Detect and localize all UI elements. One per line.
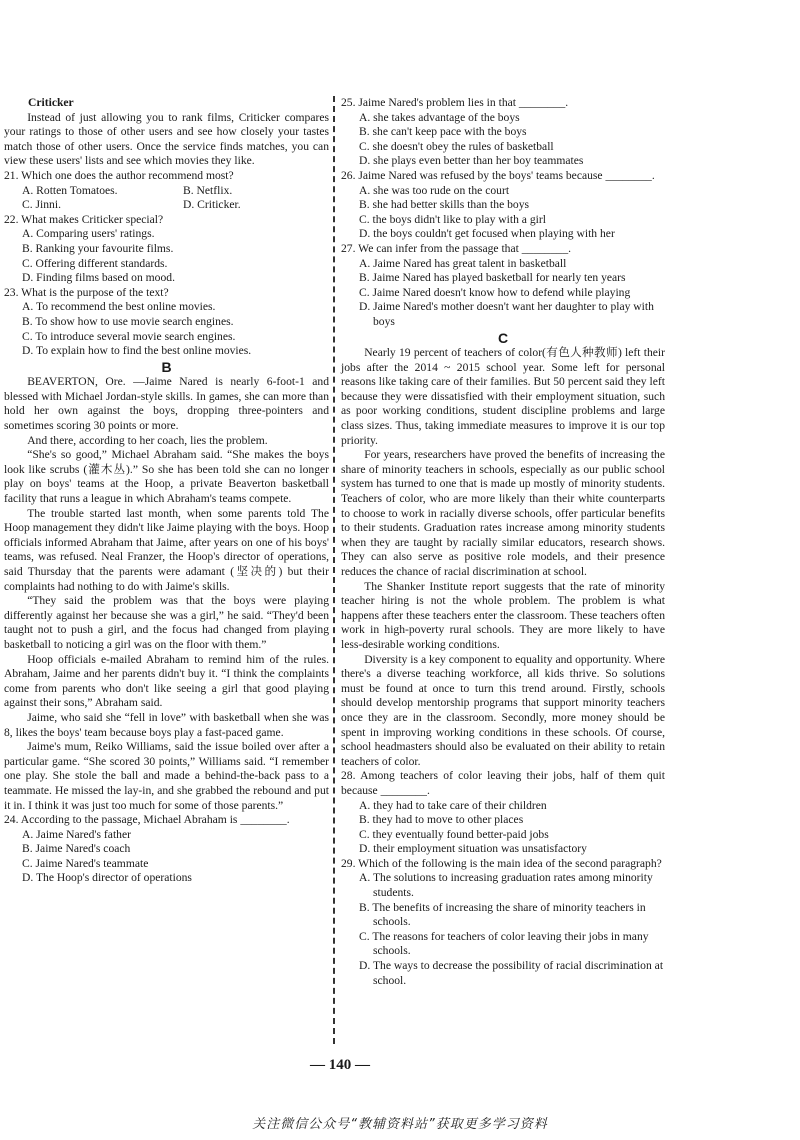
- q23-option-c: C. To introduce several movie search engines.: [22, 329, 236, 343]
- passage-b-paragraph: “She's so good,” Michael Abraham said. “She makes the boys look like scrubs (灌木丛).” So she has been told she can no longer play on boys' teams at the Hoop, a private Beaverton basketball facility that runs a league in which Abraham's teams compete.: [4, 448, 329, 506]
- q29-option-c: C. The reasons for teachers of color leaving their jobs in many schools.: [359, 929, 649, 958]
- passage-b-paragraph: Jaime, who said she “fell in love” with basketball when she was 8, likes the boys' team because boys play a fast-paced game.: [4, 710, 329, 739]
- q21-option-b: B. Netflix.: [183, 183, 233, 197]
- q29-option-a: A. The solutions to increasing graduation rates among minority students.: [359, 871, 653, 900]
- q28-option-a: A. they had to take care of their children: [359, 798, 547, 812]
- q27-option-c: C. Jaime Nared doesn't know how to defend while playing: [359, 285, 631, 299]
- passage-c-paragraph: For years, researchers have proved the benefits of increasing the share of minority teachers in schools, especially as our public school system has turned to one that is made up mostly of minority students. Teachers of color, who are more likely than their white counterparts to choose to work in racially diverse schools, offer particular benefits to their students. Graduation rates increase among minority students when they are taught by racially similar educators, research shows. They can also serve as positive role models, and their presence reduces the chance of racial discrimination at school.: [341, 448, 665, 578]
- passage-c-paragraph: Nearly 19 percent of teachers of color(有色人种教师) left their jobs after the 2014 ~ 2015 school year. Some left for personal reasons like taking care of their families. But 50 percent said they left because they were dissatisfied with their employment situation, such as poor working conditions, student discipline problems and large class sizes. Thus, taking immediate measures to improve it is our top priority.: [341, 346, 665, 447]
- q22-option-d: D. Finding films based on mood.: [22, 271, 175, 285]
- question-21: 21. Which one does the author recommend most?: [4, 168, 234, 182]
- question-28: 28. Among teachers of color leaving their jobs, half of them quit because ________.: [341, 769, 665, 797]
- q23-option-a: A. To recommend the best online movies.: [22, 300, 216, 314]
- passage-b-paragraph: “They said the problem was that the boys were playing differently against her because she was a girl,” he said. “They'd been taught not to push a girl, and the focus had changed from playing basketball to noticing a girl was on the floor with them.”: [4, 594, 329, 651]
- section-c-heading: C: [497, 329, 509, 346]
- q24-option-a: A. Jaime Nared's father: [22, 827, 131, 841]
- passage-c-paragraph: The Shanker Institute report suggests that the rate of minority teacher hiring is not the whole problem. The problem is what happens after these teachers enter the classroom. These teachers often work in high-poverty rural schools. They are more likely to have less-desirable working conditions.: [341, 579, 665, 651]
- q26-option-b: B. she had better skills than the boys: [359, 198, 530, 212]
- q29-option-d: D. The ways to decrease the possibility of racial discrimination at school.: [359, 959, 664, 987]
- question-29: 29. Which of the following is the main idea of the second paragraph?: [341, 856, 662, 870]
- q27-option-d: D. Jaime Nared's mother doesn't want her daughter to play with boys: [359, 300, 654, 328]
- question-22: 22. What makes Criticker special?: [4, 212, 164, 226]
- footer-watermark-text: 关注微信公众号“教辅资料站”获取更多学习资料: [252, 1117, 548, 1132]
- q27-option-b: B. Jaime Nared has played basketball for nearly ten years: [359, 271, 626, 285]
- q29-option-b: B. The benefits of increasing the share of minority teachers in schools.: [359, 900, 646, 929]
- passage-b-paragraph: And there, according to her coach, lies the problem.: [27, 433, 268, 447]
- q21-options-row1: [4, 184, 329, 199]
- q23-option-b: B. To show how to use movie search engines.: [22, 314, 234, 328]
- q21-options-row2: [4, 198, 329, 213]
- passage-b-paragraph: Jaime's mum, Reiko Williams, said the issue boiled over after a particular game. “She scored 30 points,” Williams said. “I remember one play. She stole the ball and made a behind-the-back pass to a teammate. He missed the lay-in, and she grabbed the rebound and put it in. I think it was just too much for some of those parents.”: [4, 740, 329, 812]
- column-divider: [333, 96, 335, 1044]
- q21-option-c: C. Jinni.: [22, 198, 61, 212]
- right-column: [341, 96, 665, 988]
- passage-b-paragraph: BEAVERTON, Ore. —Jaime Nared is nearly 6-foot-1 and blessed with Michael Jordan-style skills. In games, she can more than hold her own against the boys, dropping three-pointers and sometimes scoring 30 points or more.: [4, 375, 329, 433]
- page-number: — 140 —: [310, 1057, 370, 1073]
- q21-option-a: A. Rotten Tomatoes.: [22, 183, 118, 197]
- q26-option-c: C. the boys didn't like to play with a girl: [359, 212, 546, 226]
- passage-b-paragraph: The trouble started last month, when some parents told The Hoop management they didn't like Jaime playing with the boys. Hoop officials informed Abraham that Jaime, after years on one of his boys' teams, was refused. Neal Franzer, the Hoop's director of operations, said Thursday that the parents were adamant (坚决的) but their complaints had nothing to do with Jaime's skills.: [4, 506, 329, 593]
- q26-option-d: D. the boys couldn't get focused when playing with her: [359, 227, 615, 241]
- q27-option-a: A. Jaime Nared has great talent in basketball: [359, 256, 567, 270]
- q28-option-c: C. they eventually found better-paid jobs: [359, 827, 549, 841]
- section-b-heading: B: [161, 358, 172, 375]
- passage-c-paragraph: Diversity is a key component to equality and opportunity. Where there's a diverse teaching workforce, all kids thrive. So solutions must be found at once to turn this trend around. Firstly, schools should develop mentorship programs that support minority teachers once they are in the classroom. Secondly, more money should be spent in improving working conditions in these schools. Of course, school headmasters should also be evaluated on their ability to retain teachers of color.: [341, 652, 665, 768]
- q24-option-b: B. Jaime Nared's coach: [22, 842, 131, 856]
- question-24: 24. According to the passage, Michael Abraham is ________.: [4, 813, 290, 827]
- q28-option-d: D. their employment situation was unsatisfactory: [359, 842, 587, 856]
- question-26: 26. Jaime Nared was refused by the boys' teams because ________.: [341, 168, 655, 182]
- q26-option-a: A. she was too rude on the court: [359, 183, 510, 197]
- q21-option-d: D. Criticker.: [183, 198, 241, 212]
- q23-option-d: D. To explain how to find the best online movies.: [22, 344, 252, 358]
- q24-option-c: C. Jaime Nared's teammate: [22, 856, 149, 870]
- left-column: [4, 96, 329, 886]
- q28-option-b: B. they had to move to other places: [359, 813, 524, 827]
- q25-option-b: B. she can't keep pace with the boys: [359, 125, 527, 139]
- criticker-title: Criticker: [28, 96, 74, 109]
- passage-b-paragraph: Hoop officials e-mailed Abraham to remind him of the rules. Abraham, Jaime and her parents didn't buy it. “I think the complaints come from parents who don't like seeing a girl that good playing against their sons,” Abraham said.: [4, 652, 329, 710]
- q22-option-c: C. Offering different standards.: [22, 256, 168, 270]
- q25-option-c: C. she doesn't obey the rules of basketball: [359, 139, 554, 153]
- question-27: 27. We can infer from the passage that ________.: [341, 241, 572, 255]
- q25-option-a: A. she takes advantage of the boys: [359, 110, 520, 124]
- q24-option-d: D. The Hoop's director of operations: [22, 871, 192, 885]
- q25-option-d: D. she plays even better than her boy teammates: [359, 154, 584, 168]
- q22-option-b: B. Ranking your favourite films.: [22, 241, 174, 255]
- criticker-body: Instead of just allowing you to rank films, Criticker compares your ratings to those of other users and see how closely your tastes match those of other users. Once the service finds matches, you can view these users' lists and see which movies they like.: [4, 110, 329, 168]
- q22-option-a: A. Comparing users' ratings.: [22, 227, 155, 241]
- question-25: 25. Jaime Nared's problem lies in that ________.: [341, 96, 569, 109]
- question-23: 23. What is the purpose of the text?: [4, 285, 169, 299]
